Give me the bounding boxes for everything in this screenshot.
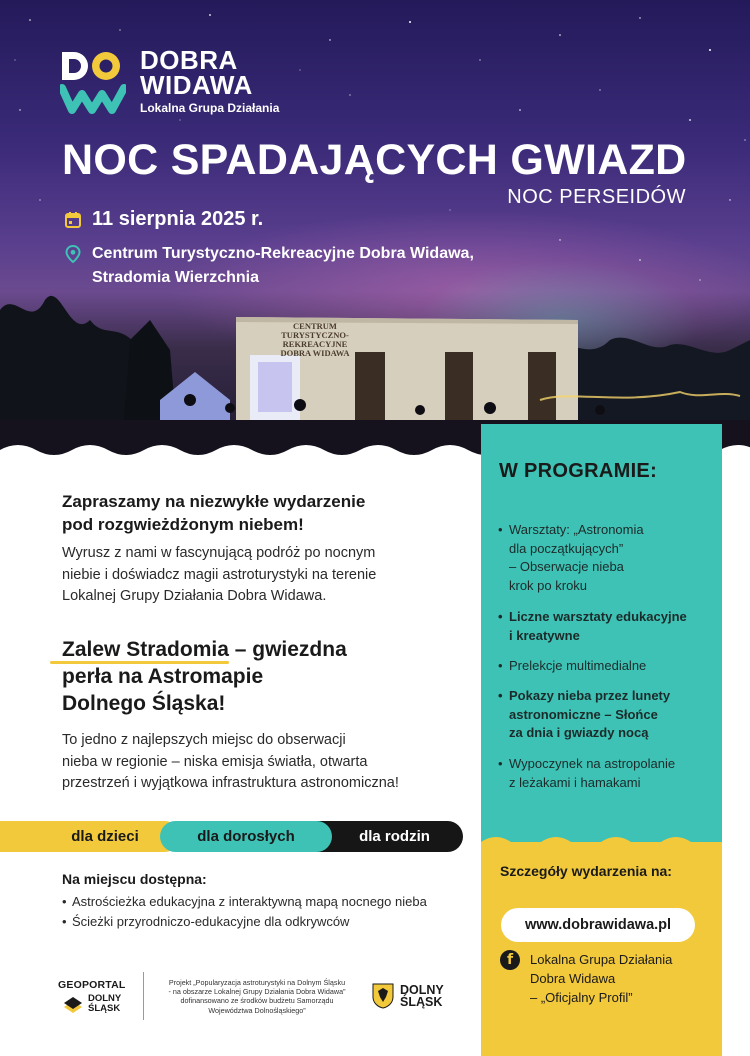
facebook-profile-line-1: Lokalna Grupa Działania	[530, 952, 673, 967]
geoportal-icon	[62, 993, 84, 1015]
footer-divider	[143, 972, 144, 1020]
facebook-profile-line-3: – „Oficjalny Profil”	[530, 990, 633, 1005]
logo-line-2: WIDAWA	[140, 70, 253, 100]
audience-families: dla rodzin	[312, 821, 463, 852]
program-item: • Warsztaty: „Astronomia dla początkujących” – Obserwacje nieba krok po kroku	[498, 522, 644, 593]
event-place	[64, 242, 474, 290]
event-subtitle: NOC PERSEIDÓW	[507, 186, 686, 208]
details-heading: Szczegóły wydarzenia na:	[500, 863, 672, 879]
logo-line-1: DOBRA	[140, 45, 238, 75]
list-item: • Ścieżki przyrodniczo-edukacyjne dla odkrywców	[62, 912, 427, 932]
list-item: • Astrościeżka edukacyjna z interaktywną mapą nocnego nieba	[62, 892, 427, 912]
available-heading: Na miejscu dostępna:	[62, 871, 207, 887]
event-place-line-2: Stradomia Wierzchnia	[92, 269, 260, 286]
zalew-highlight: Zalew Stradomia	[62, 638, 229, 661]
event-title: NOC SPADAJĄCYCH GWIAZD	[62, 136, 687, 184]
event-place-line-1: Centrum Turystyczno-Rekreacyjne Dobra Widawa,	[92, 245, 474, 262]
dolny-slask-logo: DOLNY ŚLĄSK	[372, 983, 444, 1009]
facebook-icon: f	[500, 950, 520, 970]
logo-line-3: Lokalna Grupa Działania	[140, 101, 280, 115]
facebook-profile-line-2: Dobra Widawa	[530, 971, 616, 986]
event-date-text: 11 sierpnia 2025 r.	[92, 208, 264, 230]
intro-heading: Zapraszamy na niezwykłe wydarzenie pod rozgwieżdżonym niebem!	[62, 492, 366, 534]
audience-kids: dla dzieci	[0, 821, 180, 852]
available-list	[62, 892, 427, 931]
zalew-paragraph: To jedno z najlepszych miejsc do obserwacji nieba w regionie – niska emisja światła, otwarta przestrzeń i wyjątkowa infrastruktura astronomiczna!	[62, 732, 399, 791]
program-heading: W PROGRAMIE:	[499, 460, 658, 482]
geoportal-logo: GEOPORTAL DOLNY ŚLĄSK	[58, 979, 126, 1014]
event-date	[64, 208, 263, 231]
program-item: • Wypoczynek na astropolanie z leżakami i hamakami	[498, 756, 676, 790]
building-sign: CENTRUM TURYSTYCZNO-REKREACYJNE DOBRA WIDAWA	[280, 321, 350, 358]
eagle-shield-icon	[372, 983, 394, 1009]
program-item: • Pokazy nieba przez lunety astronomiczne – Słońce za dnia i gwiazdy nocą	[498, 688, 671, 740]
funding-note: Projekt „Popularyzacja astroturystyki na Dolnym Śląsku - na obszarze Lokalnej Grupy Działania Dobra Widawa” dofinansowano ze środków budżetu Samorządu Województwa Dolnośląskiego”	[168, 978, 346, 1015]
audience-bar	[0, 821, 463, 852]
website-link[interactable]: www.dobrawidawa.pl	[501, 908, 695, 942]
calendar-icon	[64, 211, 82, 229]
program-item: • Liczne warsztaty edukacyjne i kreatywne	[498, 609, 687, 643]
zalew-heading: Zalew Stradomia – gwiezdna perła na Astromapie Dolnego Śląska!	[62, 638, 347, 715]
dobra-widawa-logo[interactable]	[60, 45, 280, 115]
facebook-profile-link[interactable]	[500, 950, 672, 1007]
program-item: • Prelekcje multimedialne	[498, 658, 647, 673]
panel-wave-divider	[481, 826, 722, 850]
audience-adults: dla dorosłych	[160, 821, 332, 852]
logo-mark-icon	[60, 48, 126, 114]
location-pin-icon	[64, 245, 82, 263]
intro-paragraph: Wyrusz z nami w fascynującą podróż po nocnym niebie i doświadcz magii astroturystyki na terenie Lokalnej Grupy Działania Dobra Widawa.	[62, 545, 377, 604]
